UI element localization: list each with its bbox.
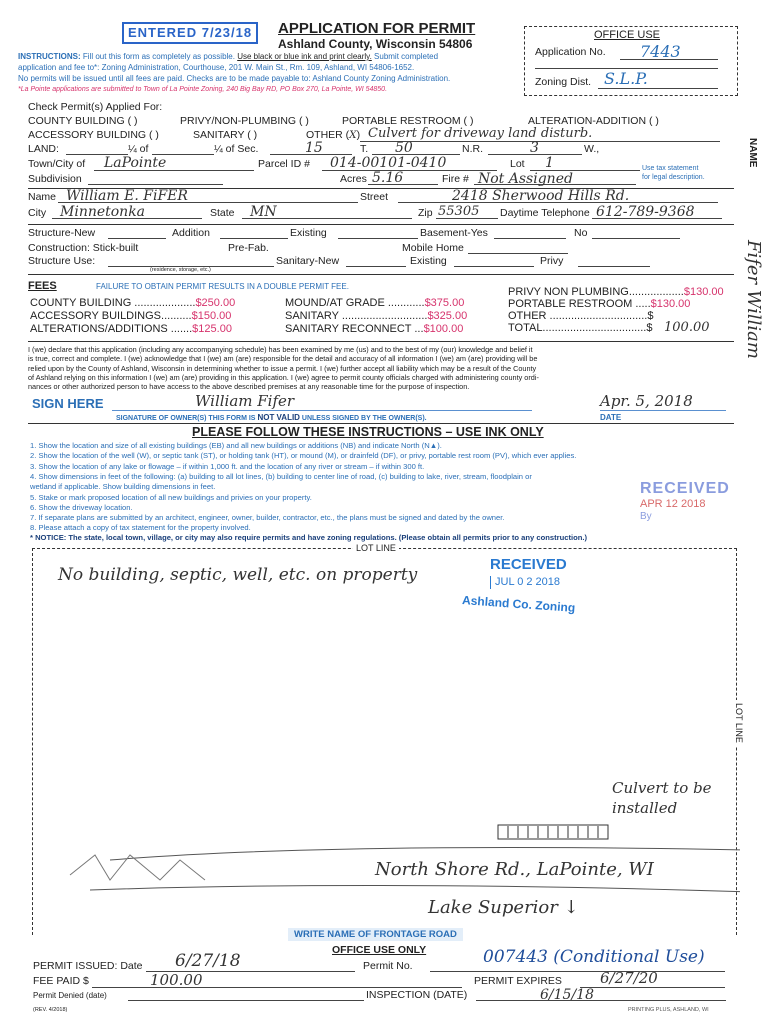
fee-price: $100.00 [423, 323, 464, 335]
zip-value[interactable]: 55305 [438, 204, 480, 219]
fee-label: ALTERATIONS/ADDITIONS ....... [30, 323, 193, 335]
entered-stamp: ENTERED 7/23/18 [122, 22, 258, 44]
range-label: N.R. [462, 143, 483, 155]
received-stamp-april [640, 480, 730, 523]
stamp-title: RECEIVED [490, 556, 567, 573]
parcel-label: Parcel ID # [258, 158, 310, 170]
zoning-dist-label: Zoning Dist. [535, 76, 592, 88]
checkbox-county-building[interactable]: COUNTY BUILDING ( ) [28, 115, 138, 127]
name-label: Name [28, 191, 57, 203]
margin-name-label: NAME [747, 138, 758, 168]
page-title: APPLICATION FOR PERMIT [278, 20, 476, 37]
not-valid: NOT VALID [257, 413, 300, 422]
margin-name-value: Fifer William [743, 240, 764, 359]
instruction-item: 4. Show dimensions in feet of the following: (a) building to all lot lines, (b) building to center line of road, (c) building to lake, river, stream, floodplain or [30, 471, 532, 481]
total-value[interactable]: 100.00 [664, 320, 710, 335]
lot-line-top-label: LOT LINE [353, 543, 399, 553]
fees-warning: FAILURE TO OBTAIN PERMIT RESULTS IN A DOUBLE PERMIT FEE. [96, 282, 349, 291]
application-no-value[interactable]: 7443 [640, 42, 681, 61]
fee-price: $130.00 [650, 298, 691, 310]
existing-label: Existing [290, 227, 327, 239]
declaration-line: I (we) declare that this application (including any accompanying schedule) has been examined by me (us) and to the best of my (our) knowledge and belief it [28, 345, 533, 354]
structure-new-label: Structure-New [28, 227, 96, 239]
instruction-item: 7. If separate plans are submitted by an architect, engineer, owner, builder, contractor, etc., the plans must be signed and dated by the owner. [30, 513, 505, 523]
fee-item [508, 322, 652, 334]
instructions-line-4: *La Pointe applications are submitted to Town of La Pointe Zoning, 240 Big Bay RD, PO Box 270, La Pointe, WI 54850. [18, 86, 388, 93]
inspection-value[interactable]: 6/15/18 [540, 987, 594, 1003]
township-label: T. [360, 143, 369, 155]
instructions-line-2: application and fee to*: Zoning Administration, Courthouse, 201 W. Main St., Rm. 109, Ashland, WI 54806-1652. [18, 63, 415, 72]
declaration-line: nances or other authorized person to have access to the above described premises at any reasonable time for the purpose of inspection. [28, 382, 470, 392]
prefab-label: Pre-Fab. [228, 242, 269, 254]
declaration-line: of Ashland relying on this information I (we) am (are) providing in this application. I (we) agree to permit county officials charged with administering county ordi- [28, 372, 539, 382]
fee-item [30, 323, 232, 335]
other-label: OTHER ( [306, 129, 350, 141]
fee-label: TOTAL..................................$ [508, 322, 653, 334]
instructions-heading: PLEASE FOLLOW THESE INSTRUCTIONS – USE INK ONLY [192, 425, 544, 439]
name-value[interactable]: William E. FiFER [66, 188, 188, 204]
lake-label: Lake Superior ↓ [428, 897, 579, 918]
road-name: North Shore Rd., LaPointe, WI [375, 859, 654, 880]
instruction-item: 1. Show the location and size of all existing buildings (EB) and all new buildings or additions (NB) and indicate North (N▲). [30, 441, 442, 450]
mobile-home-label: Mobile Home [402, 242, 464, 254]
received-by: By [640, 511, 652, 522]
city-label: City [28, 207, 47, 219]
checkbox-privy[interactable]: PRIVY/NON-PLUMBING ( ) [180, 115, 309, 127]
notice: * NOTICE: The state, local town, village, or city may also require permits and have zoning regulations. (Please obtain all permits prior to any construction.) [30, 533, 587, 542]
zip-label: Zip [418, 207, 433, 219]
fire-value[interactable]: Not Assigned [478, 171, 573, 187]
fees-heading: FEES [28, 280, 57, 292]
fee-price: $150.00 [191, 310, 232, 322]
lot-label: Lot [510, 158, 525, 170]
signature-date[interactable]: Apr. 5, 2018 [600, 392, 693, 410]
application-no-label: Application No. [535, 46, 606, 58]
fire-label: Fire # [442, 173, 469, 185]
lot-value[interactable]: 1 [545, 155, 554, 171]
checkbox-portable-restroom[interactable]: PORTABLE RESTROOM ( ) [342, 115, 474, 127]
fee-label: PORTABLE RESTROOM ..... [508, 298, 651, 310]
zoning-dist-value[interactable]: S.L.P. [604, 69, 648, 88]
permit-issued-label: PERMIT ISSUED: Date [33, 960, 143, 972]
fee-paid-value[interactable]: 100.00 [150, 971, 203, 989]
other-description[interactable]: Culvert for driveway land disturb. [368, 126, 593, 141]
other-close: ) [356, 129, 361, 141]
basement-label: Basement-Yes [420, 227, 488, 239]
fee-item [285, 310, 467, 322]
phone-value[interactable]: 612-789-9368 [596, 204, 695, 220]
permit-no-value[interactable]: 007443 (Conditional Use) [483, 947, 705, 967]
instruction-item: 5. Stake or mark proposed location of all new buildings and privies on your property. [30, 492, 312, 502]
state-label: State [210, 207, 235, 219]
printer-note: PRINTING PLUS, ASHLAND, WI [628, 1007, 709, 1013]
fee-item [508, 298, 690, 310]
instruction-item: wetland if applicable. Show building dimensions in feet. [30, 482, 216, 492]
fee-item [508, 286, 724, 298]
stamp-date: JUL 0 2 2018 [490, 576, 575, 589]
instruction-item: 6. Show the driveway location. [30, 502, 133, 512]
fee-label: SANITARY ............................ [285, 310, 428, 322]
structure-use-note: (residence, storage, etc.) [150, 267, 211, 273]
section-value[interactable]: 15 [305, 140, 323, 156]
ink-note: Use black or blue ink and print clearly. [237, 52, 372, 61]
tax-note-2: for legal description. [642, 174, 705, 181]
construction-label: Construction: Stick-built [28, 242, 139, 254]
subdivision-label: Subdivision [28, 173, 82, 185]
date-label: DATE [600, 413, 622, 422]
fee-item [285, 323, 463, 335]
stamp-office: Ashland Co. Zoning [461, 593, 576, 615]
fee-item [285, 297, 464, 309]
instruction-item: 3. Show the location of any lake or flowage – if within 1,000 ft. and the location of any river or stream – if within 300 ft. [30, 461, 425, 471]
town-label: Town/City of [28, 158, 86, 170]
instruction-item: 2. Show the location of the well (W), or septic tank (ST), or holding tank (HT), or mound (M), or drainfeld (DF), or privy, portable rest room (PV), which ever applies. [30, 451, 577, 461]
instructions-line-1 [18, 52, 438, 62]
permit-denied-label: Permit Denied (date) [33, 991, 107, 1000]
signature-label [116, 413, 427, 423]
privy-label: Privy [540, 255, 564, 267]
instruction-item: 8. Please attach a copy of tax statement for the property involved. [30, 523, 251, 533]
revision-note: (REV. 4/2018) [33, 1007, 68, 1013]
fee-label: ACCESSORY BUILDINGS.......... [30, 310, 192, 322]
frontage-road-label: WRITE NAME OF FRONTAGE ROAD [288, 928, 463, 941]
land-label: LAND: [28, 143, 59, 155]
declaration-line: relied upon by the County of Ashland, Wisconsin in determining whether to issue a permit. I (we) further accept all liability which may be a result of the County [28, 363, 537, 373]
fee-label: OTHER ................................$ [508, 310, 654, 322]
fee-label: COUNTY BUILDING .................... [30, 297, 196, 309]
fee-price: $375.00 [424, 297, 465, 309]
state-value[interactable]: MN [250, 204, 277, 220]
culvert-hatch [508, 826, 598, 838]
culvert-note: Culvert to be installed [612, 779, 712, 817]
sketch-note: No building, septic, well, etc. on property [58, 565, 418, 585]
fee-paid-label: FEE PAID $ [33, 975, 89, 987]
inspection-label: INSPECTION (DATE) [366, 989, 468, 1001]
town-value[interactable]: LaPointe [104, 155, 167, 171]
permit-expires-value[interactable]: 6/27/20 [600, 969, 658, 987]
instructions-text: Fill out this form as completely as possible. [82, 52, 235, 61]
tax-note-1: Use tax statement [642, 165, 699, 172]
street-value[interactable]: 2418 Sherwood Hills Rd. [452, 188, 630, 204]
west-label: W., [584, 143, 600, 155]
checkbox-sanitary[interactable]: SANITARY ( ) [193, 129, 258, 141]
phone-label: Daytime Telephone [500, 207, 590, 219]
office-use-title: OFFICE USE [594, 29, 661, 41]
other-mark: X [349, 129, 357, 141]
fee-label: SANITARY RECONNECT ... [285, 323, 424, 335]
fee-price: $250.00 [195, 297, 236, 309]
subtitle: Ashland County, Wisconsin 54806 [278, 37, 473, 51]
fee-item [508, 310, 653, 322]
owner-signature[interactable]: William Fifer [195, 392, 295, 410]
street-label: Street [360, 191, 389, 203]
permit-issued-value[interactable]: 6/27/18 [175, 951, 241, 971]
sign-here-label: SIGN HERE [32, 396, 104, 411]
parcel-value[interactable]: 014-00101-0410 [330, 155, 447, 171]
existing2-label: Existing [410, 255, 447, 267]
received-word: RECEIVED [640, 480, 730, 497]
permits-heading: Check Permit(s) Applied For: [28, 101, 163, 113]
checkbox-accessory[interactable]: ACCESSORY BUILDING ( ) [28, 129, 159, 141]
quarter-of-label: ¼ of [128, 143, 149, 155]
fee-label: PRIVY NON PLUMBING.................. [508, 286, 684, 298]
fee-price: $130.00 [683, 286, 724, 298]
received-stamp-july [461, 556, 576, 615]
township-value[interactable]: 50 [395, 140, 413, 156]
fee-price: $325.00 [427, 310, 468, 322]
instructions-line-3: No permits will be issued until all fees are paid. Checks are to be made payable to: Ashland County Zoning Administration. [18, 74, 451, 83]
permit-expires-label: PERMIT EXPIRES [474, 975, 562, 987]
sig-label2: UNLESS SIGNED BY THE OWNER(S). [301, 415, 427, 422]
city-value[interactable]: Minnetonka [60, 204, 146, 220]
basement-no-label: No [574, 227, 588, 239]
road-bottom-edge [90, 885, 740, 892]
received-date: APR 12 2018 [640, 498, 706, 510]
sanitary-new-label: Sanitary-New [276, 255, 340, 267]
fee-item [30, 310, 231, 322]
checkbox-alteration[interactable]: ALTERATION-ADDITION ( ) [528, 115, 659, 127]
declaration-line: is true, correct and complete. I (we) acknowledge that I (we) am (are) responsible for the detail and accuracy of all information I (we) am (are) providing will be [28, 354, 538, 364]
fee-price: $125.00 [192, 323, 232, 335]
instructions-text: Submit completed [374, 52, 439, 61]
acres-value[interactable]: 5.16 [372, 170, 404, 186]
driveway-scribble [70, 855, 205, 880]
fee-label: MOUND/AT GRADE ............ [285, 297, 425, 309]
structure-use-label: Structure Use: [28, 255, 96, 267]
culvert-symbol [498, 825, 608, 839]
range-value[interactable]: 3 [530, 140, 539, 156]
permit-no-label: Permit No. [363, 960, 413, 972]
office-use-only: OFFICE USE ONLY [332, 944, 427, 956]
instructions-label: INSTRUCTIONS: [18, 52, 81, 61]
acres-label: Acres [340, 173, 367, 185]
addition-label: Addition [172, 227, 210, 239]
lot-line-right-label: LOT LINE [734, 700, 744, 746]
fee-item [30, 297, 235, 309]
quarter-sec-label: ¼ of Sec. [214, 143, 259, 155]
sig-label: SIGNATURE OF OWNER(S) THIS FORM IS [116, 415, 256, 422]
